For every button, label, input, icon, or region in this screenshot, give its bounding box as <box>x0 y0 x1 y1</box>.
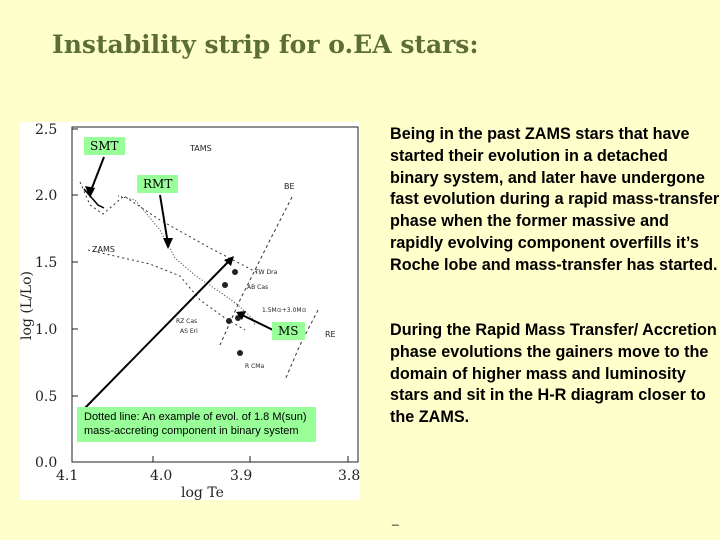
star-tw-dra <box>232 269 238 275</box>
y-tick-label: 0.0 <box>35 455 58 471</box>
diagram-caption: Dotted line: An example of evol. of 1.8 M(sun) mass-accreting component in binary system <box>77 407 316 442</box>
star-label: AB Cas <box>247 284 269 291</box>
x-tick-label: 3.8 <box>338 468 361 484</box>
star-label: RZ Cas <box>176 318 198 325</box>
zams-label: ZAMS <box>92 245 115 254</box>
y-tick-label: 2.0 <box>35 188 58 204</box>
description-paragraph-1: Being in the past ZAMS stars that have started their evolution in a detached binary system, and later have undergone fast evolution during a rapid mass-transfer phase when the former massive and rapidly evolving component overfills it’s Roche lobe and mass-transfer has started. <box>390 125 720 274</box>
smt-callout: SMT <box>84 137 125 155</box>
x-tick-label: 4.1 <box>56 468 79 484</box>
x-tick-label: 4.0 <box>150 468 173 484</box>
tams-label: TAMS <box>190 144 212 153</box>
x-axis-label: log Te <box>181 485 224 501</box>
y-tick-label: 1.0 <box>35 322 58 338</box>
mass-label: 1.5M⊙+3.0M⊙ <box>262 307 307 314</box>
diagram-background <box>20 122 360 500</box>
footer-mark: _ <box>392 512 399 526</box>
rmt-callout: RMT <box>137 175 178 193</box>
be-label: BE <box>284 182 295 191</box>
star-label: R CMa <box>245 363 265 370</box>
y-tick-label: 2.5 <box>35 122 58 138</box>
slide-title: Instability strip for o.EA stars: <box>52 30 479 59</box>
description-paragraph-2: During the Rapid Mass Transfer/ Accretion phase evolutions the gainers move to the domain of higher mass and luminosity stars and sit in the H-R diagram closer to the ZAMS. <box>390 321 717 427</box>
star-r-cma <box>237 350 243 356</box>
ms-callout: MS <box>272 322 305 340</box>
x-tick-label: 3.9 <box>230 468 253 484</box>
y-tick-label: 0.5 <box>35 389 58 405</box>
star-ab-cas <box>222 282 228 288</box>
star-label: AS Eri <box>180 328 198 335</box>
y-tick-label: 1.5 <box>35 255 58 271</box>
re-label: RE <box>325 330 336 339</box>
y-axis-label: log (L/Lo) <box>19 271 35 340</box>
star-as-eri <box>226 318 232 324</box>
star-label: TW Dra <box>255 269 278 276</box>
